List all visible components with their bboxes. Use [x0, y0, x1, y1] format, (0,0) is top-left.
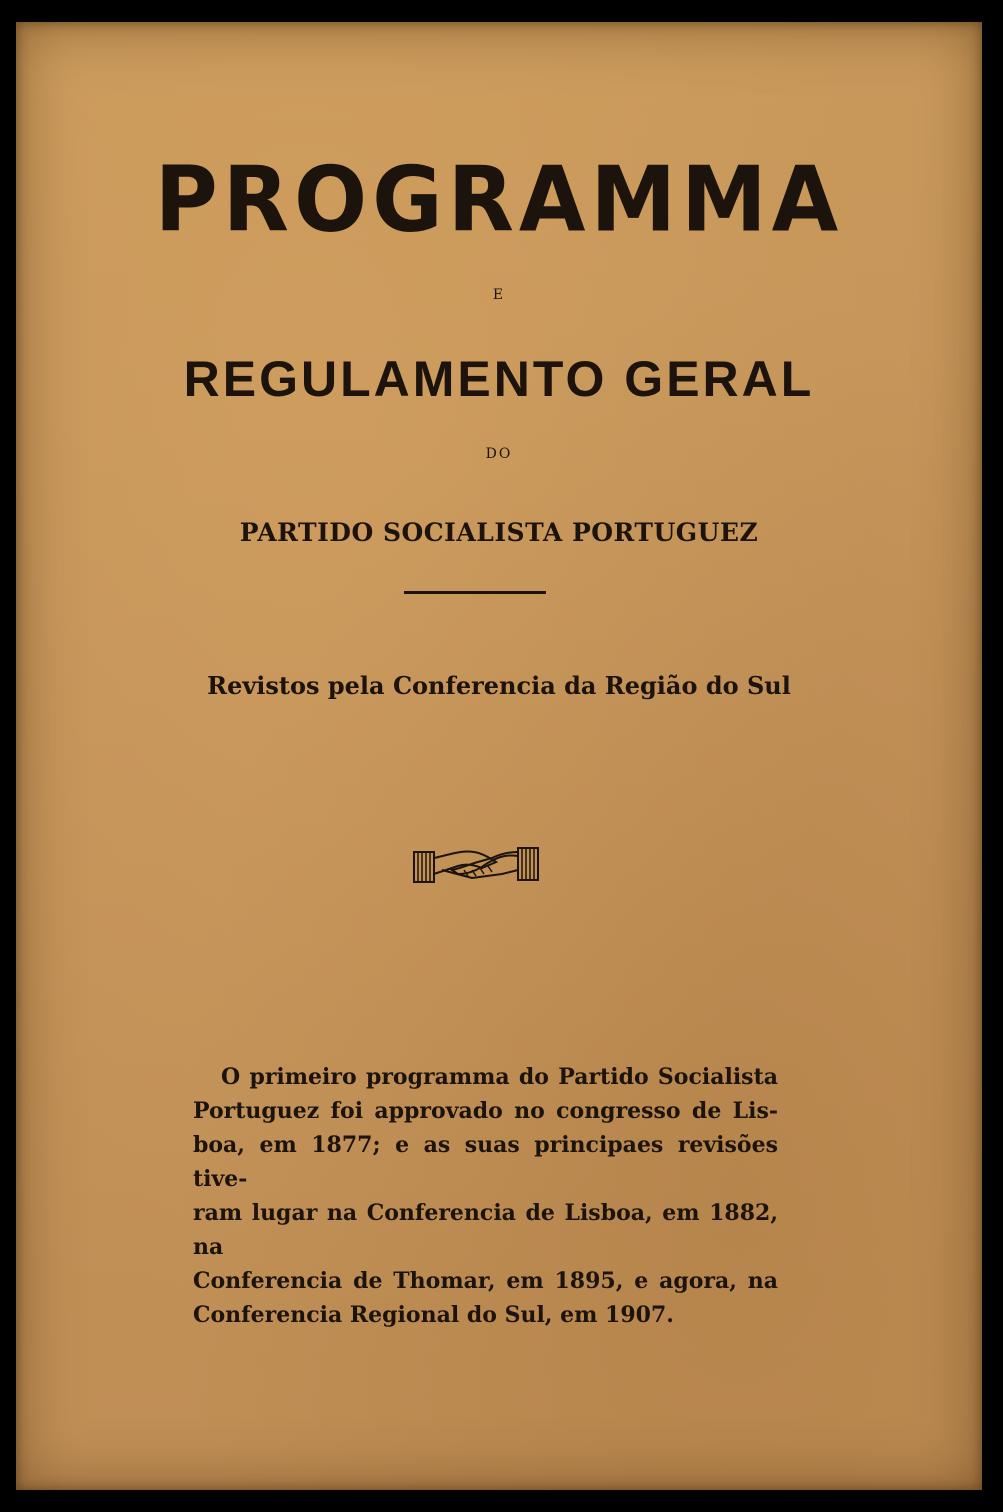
document-subtitle: REGULAMENTO GERAL — [183, 351, 815, 407]
conjunction-text: E — [492, 287, 506, 303]
body-line: Portuguez foi approvado no congresso de Lis- — [193, 1098, 778, 1124]
document-title: PROGRAMMA — [154, 147, 844, 253]
body-line: boa, em 1877; e as suas principaes revisões tive- — [193, 1132, 778, 1192]
body-line: O primeiro programma do Partido Socialista — [221, 1064, 778, 1090]
revision-note: Revistos pela Conferencia da Região do Sul — [207, 671, 791, 700]
preposition-text: DO — [485, 446, 513, 462]
body-line: ram lugar na Conferencia de Lisboa, em 1882, na — [193, 1200, 778, 1260]
divider-rule — [404, 591, 546, 594]
body-line: Conferencia de Thomar, em 1895, e agora, na — [193, 1268, 778, 1294]
document-page — [16, 22, 982, 1490]
body-line: Conferencia Regional do Sul, em 1907. — [193, 1302, 674, 1328]
handshake-icon — [412, 840, 540, 888]
party-name: PARTIDO SOCIALISTA PORTUGUEZ — [239, 518, 759, 547]
body-paragraph — [193, 1060, 778, 1332]
